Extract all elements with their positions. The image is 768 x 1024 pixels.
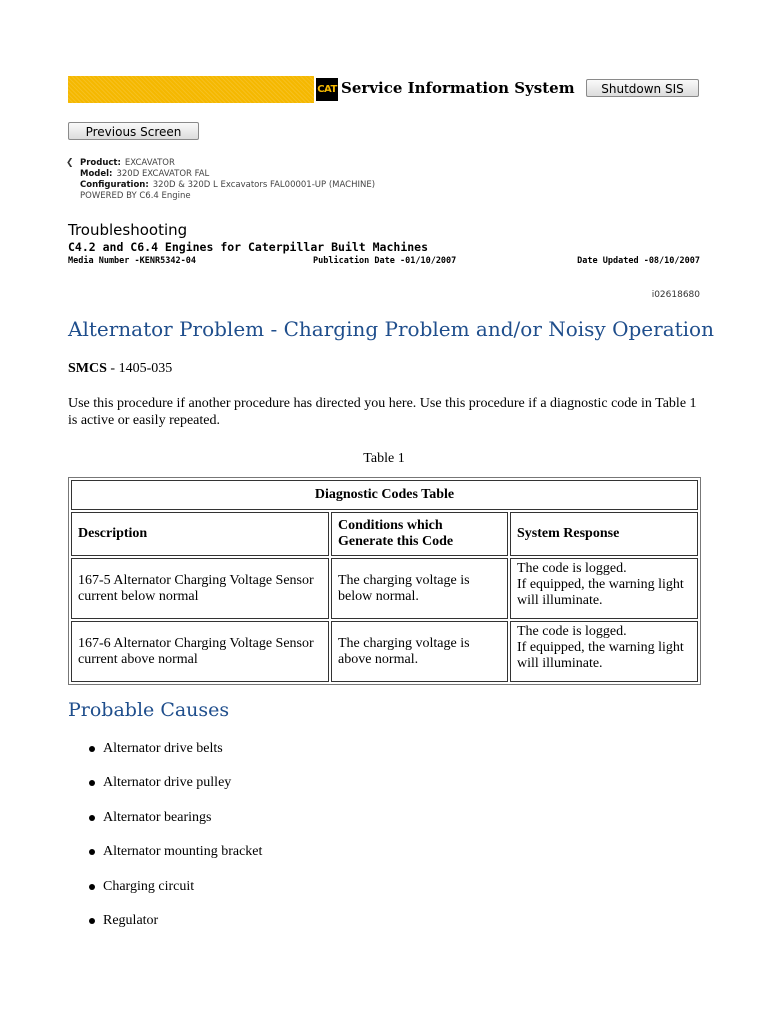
- response-line: If equipped, the warning light will illuminate.: [517, 640, 684, 671]
- sis-header: [68, 76, 700, 103]
- cat-logo: CAT: [316, 78, 338, 101]
- powered-by: POWERED BY C6.4 Engine: [80, 191, 191, 201]
- section-title: Troubleshooting: [68, 221, 188, 239]
- previous-screen-button[interactable]: Previous Screen: [68, 122, 199, 140]
- product-value: EXCAVATOR: [124, 158, 175, 168]
- configuration-value: 320D & 320D L Excavators FAL00001-UP (MACHINE): [152, 180, 376, 190]
- product-info: [68, 158, 375, 202]
- column-header-conditions: Conditions which Generate this Code: [331, 512, 508, 556]
- list-item: Charging circuit: [68, 870, 262, 904]
- row-response: [510, 558, 698, 619]
- probable-causes-title: Probable Causes: [68, 699, 230, 721]
- list-item: Alternator drive belts: [68, 732, 262, 766]
- probable-causes-list: [68, 732, 262, 938]
- configuration-label: Configuration:: [80, 180, 149, 190]
- table-row: [71, 558, 698, 619]
- list-item: Alternator bearings: [68, 801, 262, 835]
- response-line: The code is logged.: [517, 561, 627, 576]
- row-conditions: The charging voltage is below normal.: [331, 558, 508, 619]
- row-description: 167-5 Alternator Charging Voltage Sensor current below normal: [71, 558, 329, 619]
- row-description: 167-6 Alternator Charging Voltage Sensor current above normal: [71, 621, 329, 682]
- model-value: 320D EXCAVATOR FAL: [116, 169, 210, 179]
- list-item: Regulator: [68, 904, 262, 938]
- document-meta: [68, 256, 700, 268]
- model-label: Model:: [80, 169, 113, 179]
- document-subtitle: C4.2 and C6.4 Engines for Caterpillar Built Machines: [68, 240, 429, 254]
- row-conditions: The charging voltage is above normal.: [331, 621, 508, 682]
- document-id: i02618680: [651, 290, 700, 300]
- diagnostic-codes-table: [68, 477, 701, 685]
- shutdown-sis-button[interactable]: Shutdown SIS: [586, 79, 699, 97]
- column-header-description: Description: [71, 512, 329, 556]
- list-item: Alternator mounting bracket: [68, 835, 262, 869]
- date-updated: Date Updated -08/10/2007: [577, 256, 700, 266]
- publication-date: Publication Date -01/10/2007: [313, 256, 457, 266]
- smcs-code: [68, 361, 172, 377]
- intro-paragraph: Use this procedure if another procedure has directed you here. Use this procedure if a diagnostic code in Table 1 is active or easily repeated.: [68, 396, 697, 428]
- table-header: Diagnostic Codes Table: [71, 480, 698, 510]
- smcs-value: - 1405-035: [106, 361, 173, 376]
- row-response: [510, 621, 698, 682]
- table-caption: Table 1: [363, 451, 405, 466]
- product-label: Product:: [80, 158, 121, 168]
- response-line: The code is logged.: [517, 624, 627, 639]
- column-header-system-response: System Response: [510, 512, 698, 556]
- chevron-left-icon[interactable]: ❮: [66, 158, 74, 168]
- response-line: If equipped, the warning light will illuminate.: [517, 577, 684, 608]
- list-item: Alternator drive pulley: [68, 766, 262, 800]
- smcs-label: SMCS: [68, 361, 107, 376]
- app-title: Service Information System: [341, 79, 575, 97]
- article-title: Alternator Problem - Charging Problem and/or Noisy Operation: [68, 317, 714, 341]
- media-number: Media Number -KENR5342-04: [68, 256, 196, 266]
- header-brand-bar: [68, 76, 314, 103]
- table-row: [71, 621, 698, 682]
